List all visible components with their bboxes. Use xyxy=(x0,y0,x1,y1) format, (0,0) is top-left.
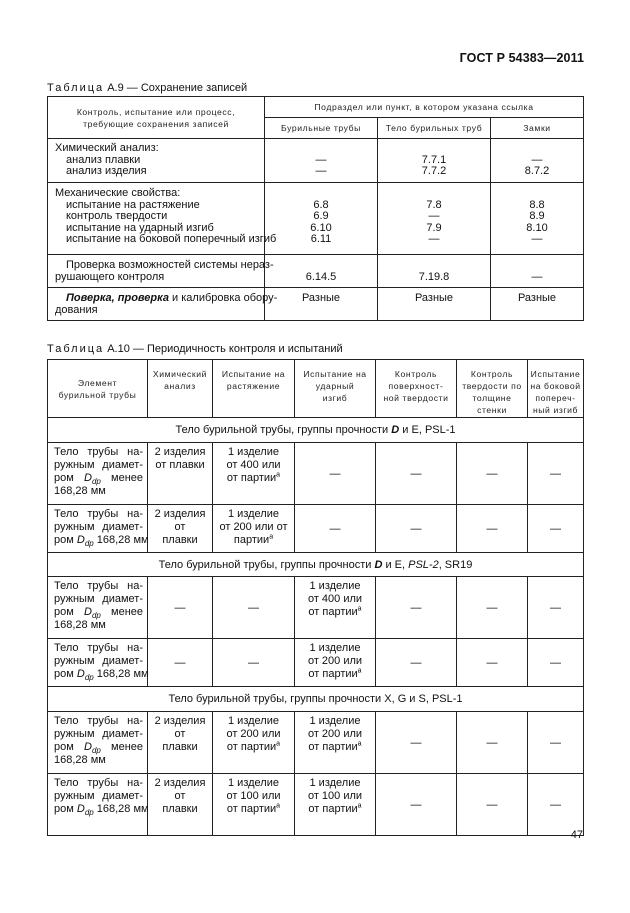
impact-test-cell: — xyxy=(295,443,376,505)
table-a10 xyxy=(47,359,584,836)
element-description: Тело трубы на- ружным диамет- ром $D_{dp}$ менее 168,28 мм xyxy=(48,712,148,774)
chem-analysis-cell: 2 изделия от плавки xyxy=(148,712,213,774)
a9-head-group: Подраздел или пункт, в котором указана ссылка xyxy=(265,97,584,118)
a10-head-tensile: Испытание на растяжение xyxy=(213,360,295,418)
table-row xyxy=(48,505,584,553)
wall-hardness-cell: — xyxy=(457,639,528,687)
tensile-test-cell: — xyxy=(213,639,295,687)
chem-analysis-cell: 2 изделия от плавки xyxy=(148,774,213,836)
impact-test-cell: 1 изделие от 100 или от партии$^а$ xyxy=(295,774,376,836)
wall-hardness-cell: — xyxy=(457,577,528,639)
section-row xyxy=(48,553,584,577)
a10-head-wall-hardness: Контроль твердости по толщине стенки xyxy=(457,360,528,418)
a9-cell: — 8.7.2 xyxy=(491,139,584,183)
section-row xyxy=(48,418,584,443)
a9-row-label: Проверка возможностей системы нераз- рушающего контроля xyxy=(48,255,265,288)
a9-cell: 6.8 6.9 6.10 6.11 xyxy=(265,183,378,255)
page-number: 47 xyxy=(570,829,583,841)
a9-cell: — — xyxy=(265,139,378,183)
a10-head-surface-hardness: Контроль поверхност- ной твердости xyxy=(376,360,457,418)
table-row xyxy=(48,577,584,639)
a9-head-drill-pipes: Бурильные трубы xyxy=(265,118,378,139)
caption-word: Таблица xyxy=(47,82,105,94)
a9-cell: 6.14.5 xyxy=(265,255,378,288)
surface-hardness-cell: — xyxy=(376,443,457,505)
table-a10-caption xyxy=(47,343,343,355)
surface-hardness-cell: — xyxy=(376,505,457,553)
a9-head-joints: Замки xyxy=(491,118,584,139)
table-row xyxy=(48,288,584,321)
a9-cell: Разные xyxy=(491,288,584,321)
element-description: Тело трубы на- ружным диамет- ром $D_{dp}$ 168,28 мм xyxy=(48,774,148,836)
a9-row-label: Химический анализ: анализ плавки анализ изделия xyxy=(48,139,265,183)
a9-row-label: Поверка, проверка и калибровка обору- дования xyxy=(48,288,265,321)
surface-hardness-cell: — xyxy=(376,774,457,836)
a9-head-col1: Контроль, испытание или процесс, требующие сохранения записей xyxy=(48,97,265,139)
a10-head-impact: Испытание на ударный изгиб xyxy=(295,360,376,418)
table-row xyxy=(48,255,584,288)
caption-word: Таблица xyxy=(47,343,105,355)
element-description: Тело трубы на- ружным диамет- ром $D_{dp}$ 168,28 мм xyxy=(48,505,148,553)
a9-head-pipe-body: Тело бурильных труб xyxy=(378,118,491,139)
a9-row-label: Механические свойства: испытание на растяжение контроль твердости испытание на ударный изгиб испытание на боковой поперечный изгиб xyxy=(48,183,265,255)
section-row xyxy=(48,687,584,712)
tensile-test-cell: 1 изделие от 100 или от партии$^а$ xyxy=(213,774,295,836)
surface-hardness-cell: — xyxy=(376,639,457,687)
section-title: Тело бурильной трубы, группы прочности D и Е, PSL-1 xyxy=(48,418,584,443)
tensile-test-cell: 1 изделие от 400 или от партии$^а$ xyxy=(213,443,295,505)
table-row xyxy=(48,639,584,687)
surface-hardness-cell: — xyxy=(376,712,457,774)
tensile-test-cell: 1 изделие от 200 или от партии$^а$ xyxy=(213,712,295,774)
side-bend-cell: — xyxy=(528,639,584,687)
element-description: Тело трубы на- ружным диамет- ром $D_{dp}$ менее 168,28 мм xyxy=(48,443,148,505)
standard-header: ГОСТ Р 54383—2011 xyxy=(459,51,584,65)
chem-analysis-cell: — xyxy=(148,639,213,687)
a10-head-side-bend: Испытание на боковой попереч- ный изгиб xyxy=(528,360,584,418)
table-row xyxy=(48,443,584,505)
tensile-test-cell: 1 изделие от 200 или от партии$^а$ xyxy=(213,505,295,553)
chem-analysis-cell: 2 изделия от плавки xyxy=(148,505,213,553)
element-description: Тело трубы на- ружным диамет- ром $D_{dp}$ 168,28 мм xyxy=(48,639,148,687)
table-row xyxy=(48,183,584,255)
caption-title: А.9 — Сохранение записей xyxy=(107,82,248,94)
a9-cell: 7.19.8 xyxy=(378,255,491,288)
a10-head-element: Элемент бурильной трубы xyxy=(48,360,148,418)
wall-hardness-cell: — xyxy=(457,443,528,505)
impact-test-cell: 1 изделие от 200 или от партии$^а$ xyxy=(295,712,376,774)
side-bend-cell: — xyxy=(528,774,584,836)
a9-cell: 7.7.1 7.7.2 xyxy=(378,139,491,183)
impact-test-cell: 1 изделие от 400 или от партии$^а$ xyxy=(295,577,376,639)
a9-cell: 7.8 — 7.9 — xyxy=(378,183,491,255)
surface-hardness-cell: — xyxy=(376,577,457,639)
side-bend-cell: — xyxy=(528,577,584,639)
tensile-test-cell: — xyxy=(213,577,295,639)
wall-hardness-cell: — xyxy=(457,774,528,836)
element-description: Тело трубы на- ружным диамет- ром $D_{dp}$ менее 168,28 мм xyxy=(48,577,148,639)
table-row xyxy=(48,774,584,836)
a9-cell: Разные xyxy=(265,288,378,321)
a10-head-chem: Химический анализ xyxy=(148,360,213,418)
side-bend-cell: — xyxy=(528,712,584,774)
table-row xyxy=(48,139,584,183)
a9-cell: Разные xyxy=(378,288,491,321)
section-title: Тело бурильной трубы, группы прочности D и Е, PSL-2, SR19 xyxy=(48,553,584,577)
impact-test-cell: 1 изделие от 200 или от партии$^а$ xyxy=(295,639,376,687)
side-bend-cell: — xyxy=(528,443,584,505)
chem-analysis-cell: — xyxy=(148,577,213,639)
table-a9 xyxy=(47,96,584,321)
impact-test-cell: — xyxy=(295,505,376,553)
wall-hardness-cell: — xyxy=(457,712,528,774)
caption-title: А.10 — Периодичность контроля и испытаний xyxy=(107,343,343,355)
section-title: Тело бурильной трубы, группы прочности X, G и S, PSL-1 xyxy=(48,687,584,712)
side-bend-cell: — xyxy=(528,505,584,553)
chem-analysis-cell: 2 изделия от плавки xyxy=(148,443,213,505)
table-row xyxy=(48,712,584,774)
a9-cell: — xyxy=(491,255,584,288)
a9-cell: 8.8 8.9 8.10 — xyxy=(491,183,584,255)
wall-hardness-cell: — xyxy=(457,505,528,553)
table-a9-caption xyxy=(47,82,247,94)
